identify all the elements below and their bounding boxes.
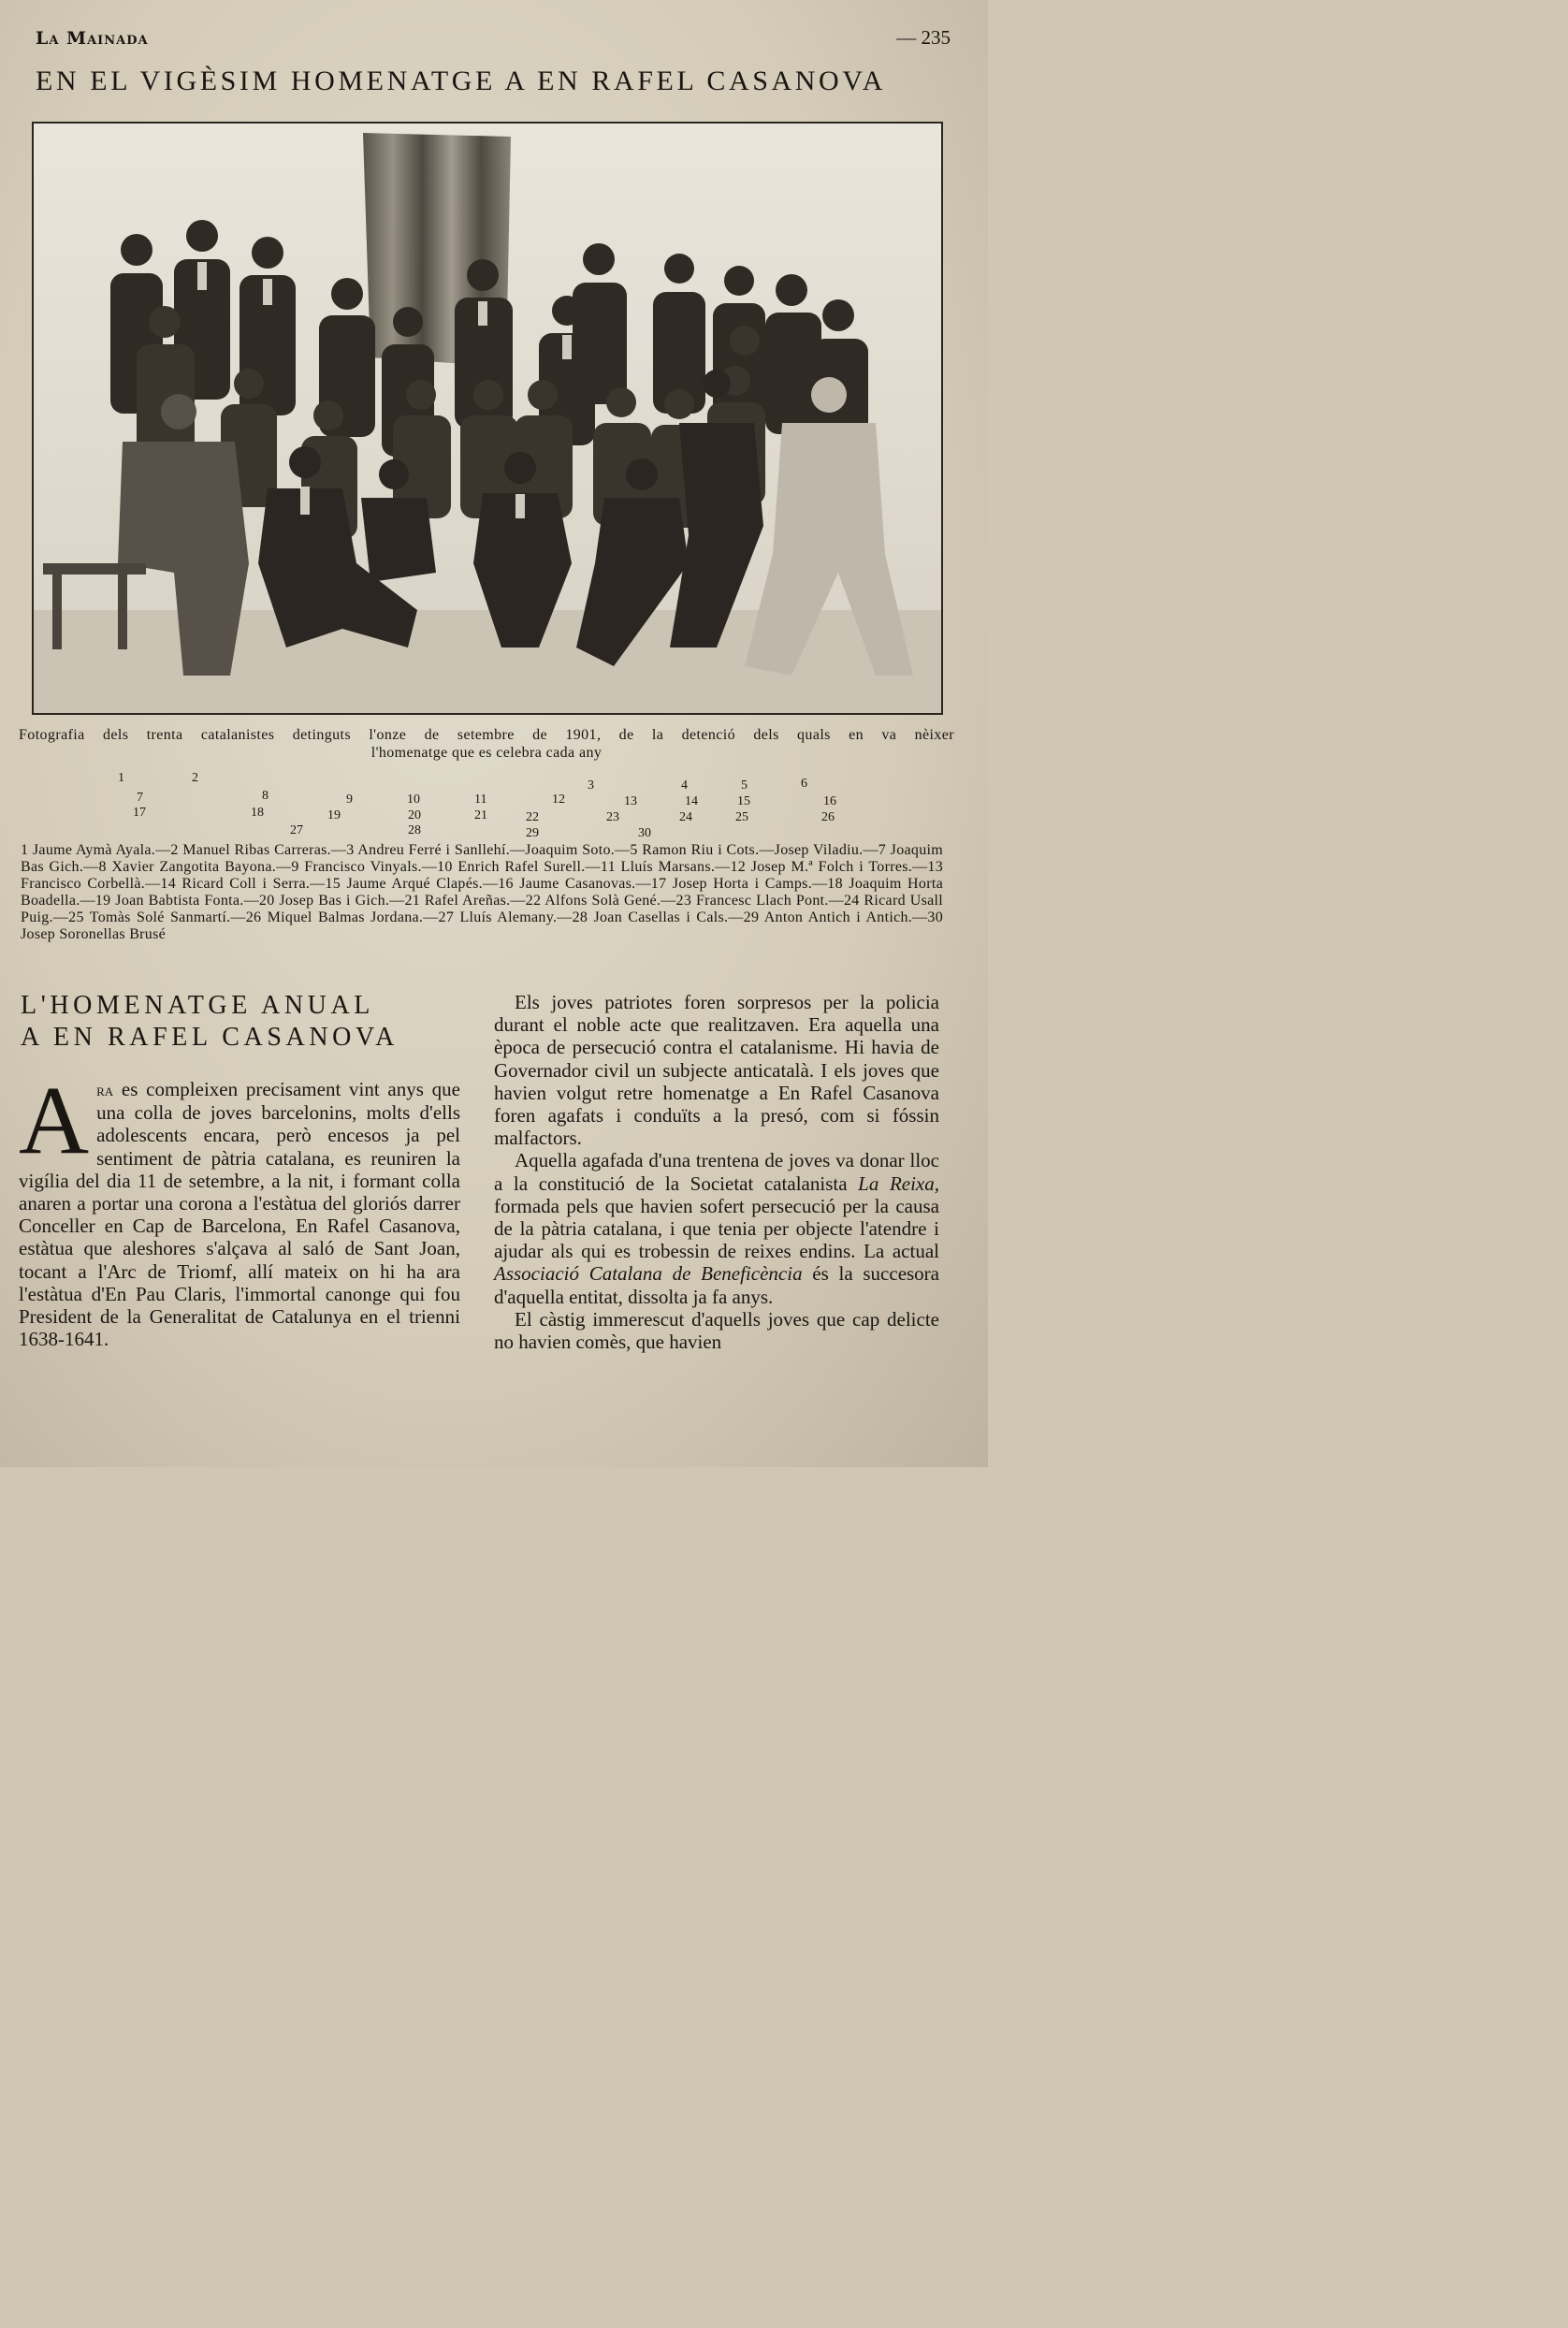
key-number: 4 — [681, 778, 688, 793]
article-paragraph: El càstig immerescut d'aquells joves que cap delicte no havien comès, que havien — [494, 1307, 939, 1354]
key-number: 18 — [251, 806, 264, 820]
key-number: 20 — [408, 808, 421, 822]
section-title-line-1: L'HOMENATGE ANUAL — [21, 991, 374, 1020]
lead-small-caps: ra — [96, 1081, 114, 1099]
key-number: 8 — [262, 789, 269, 803]
drop-cap: A — [19, 1067, 90, 1174]
key-number: 29 — [526, 826, 539, 840]
key-number: 11 — [474, 793, 487, 807]
key-number: 15 — [737, 794, 750, 808]
key-number: 7 — [137, 791, 143, 805]
key-number: 24 — [679, 810, 692, 824]
paragraph-text: és la succesora d'aquella entitat, dissolta ja fa anys. — [494, 1262, 939, 1308]
magazine-page — [0, 0, 988, 1467]
paragraph-text: Aquella agafada d'una trentena de joves va donar lloc a la constitució de la Societat catalanista — [494, 1149, 939, 1195]
key-number: 17 — [133, 806, 146, 820]
key-number: 21 — [474, 808, 487, 822]
section-title-line-2: A EN RAFEL CASANOVA — [21, 1023, 399, 1052]
key-number: 26 — [821, 810, 835, 824]
article-paragraph — [19, 1067, 460, 1351]
key-number: 25 — [735, 810, 748, 824]
key-number: 5 — [741, 778, 748, 793]
article-paragraph: Els joves patriotes foren sorpresos per la policia durant el noble acte que realitzaven. Era aquella una època de persecució contra el catalanisme. Hi havia de Governador civil un subjecte anticatalà. I els joves que havien volgut retre homenatge a En Rafel Casanova foren agafats i conduïts a la presó, com si fóssin malfactors. — [494, 991, 939, 1150]
key-number: 2 — [192, 771, 198, 785]
photo-caption — [19, 726, 954, 762]
association-name: Associació Catalana de Beneficència — [494, 1262, 803, 1286]
paragraph-text: formada pels que havien sofert persecució per la causa de la pàtria catalana, i que tenia per objecte l'atendre i ajudar als qui es trobessin de reixes endins. La actual — [494, 1194, 939, 1263]
key-number: 13 — [624, 794, 637, 808]
caption-line-1: Fotografia dels trenta catalanistes detinguts l'onze de setembre de 1901, de la detenció dels quals en va nèixer — [19, 727, 954, 743]
group-portrait-photo — [32, 122, 943, 715]
caption-line-2: l'homenatge que es celebra cada any — [370, 745, 603, 761]
paragraph-text: es compleixen precisament vint anys que una colla de joves barcelonins, molts d'ells adolescents encara, però encesos ja pel sentiment de pàtria catalana, es reuniren la vigília del dia 11 de setembre, a la nit, i formant colla anaren a portar una corona a l'estàtua del gloriós darrer Conceller en Cap de Barcelona, En Rafel Casanova, estàtua que aleshores s'alçava al saló de Sant Joan, tocant a l'Arc de Triomf, allí mateix on hi ha ara l'estàtua d'En Pau Claris, l'immortal canonge qui fou President de la Generalitat de Catalunya en el trienni 1638-1641. — [19, 1078, 460, 1351]
page-number: — 235 — [896, 26, 951, 49]
key-number: 9 — [346, 793, 353, 807]
key-number: 19 — [327, 808, 341, 822]
key-number: 30 — [638, 826, 651, 840]
key-number: 22 — [526, 810, 539, 824]
photo-illustration — [34, 124, 941, 713]
key-number: 10 — [407, 793, 420, 807]
key-number: 6 — [801, 777, 807, 791]
key-number: 12 — [552, 793, 565, 807]
section-title — [21, 990, 470, 1054]
key-number: 3 — [588, 778, 594, 793]
article-column-left — [19, 1067, 460, 1351]
key-number: 1 — [118, 771, 124, 785]
key-number: 28 — [408, 823, 421, 837]
article-paragraph — [494, 1149, 939, 1307]
article-main-title: EN EL VIGÈSIM HOMENATGE A EN RAFEL CASANOVA — [36, 65, 886, 96]
key-number: 27 — [290, 823, 303, 837]
key-number: 16 — [823, 794, 836, 808]
names-legend: 1 Jaume Aymà Ayala.—2 Manuel Ribas Carreras.—3 Andreu Ferré i Sanllehí.—Joaquim Soto.—5 Ramon Riu i Cots.—Josep Viladiu.—7 Joaquim Bas Gich.—8 Xavier Zangotita Bayona.—9 Francisco Vinyals.—10 Enrich Rafel Surell.—11 Lluís Marsans.—12 Josep M.ª Folch i Torres.—13 Francisco Corbellà.—14 Ricard Coll i Serra.—15 Jaume Arqué Clapés.—16 Jaume Casanovas.—17 Josep Horta i Camps.—18 Joaquim Horta Boadella.—19 Joan Babtista Fonta.—20 Josep Bas i Gich.—21 Rafel Areñas.—22 Alfons Solà Gené.—23 Francesc Llach Pont.—24 Ricard Usall Puig.—25 Tomàs Solé Sanmartí.—26 Miquel Balmas Jordana.—27 Lluís Alemany.—28 Joan Casellas i Cals.—29 Anton Antich i Antich.—30 Josep Soronellas Brusé — [21, 842, 943, 942]
article-column-right — [494, 991, 939, 1353]
running-header-journal: La Mainada — [36, 28, 149, 49]
society-name: La Reixa, — [858, 1171, 940, 1195]
key-number: 14 — [685, 794, 698, 808]
key-number: 23 — [606, 810, 619, 824]
